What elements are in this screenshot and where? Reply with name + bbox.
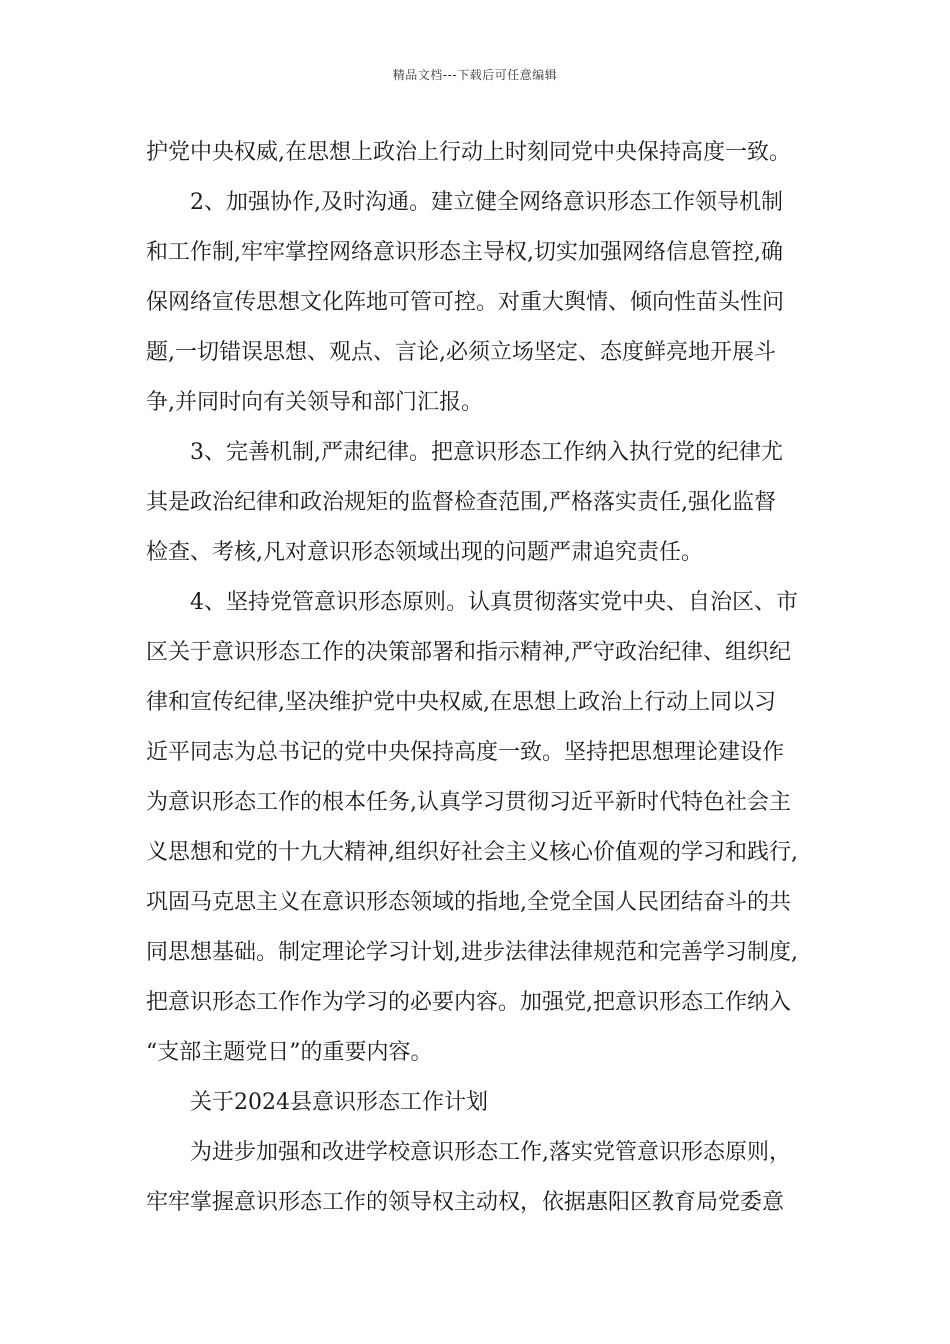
text-line: 检查、考核,凡对意识形态领域出现的问题严肃追究责任。 — [146, 540, 703, 565]
text-line: 巩固马克思主义在意识形态领域的指地,全党全国人民团结奋斗的共 — [146, 890, 791, 915]
text-line: 把意识形态工作作为学习的必要内容。加强党,把意识形态工作纳入 — [146, 990, 791, 1015]
text-line: 区关于意识形态工作的决策部署和指示精神,严守政治纪律、组织纪 — [146, 640, 791, 665]
text-line: 近平同志为总书记的党中央保持高度一致。坚持把思想理论建设作 — [146, 740, 785, 765]
text-line: “支部主题党日”的重要内容。 — [146, 1040, 433, 1065]
text-line: 为进步加强和改进学校意识形态工作,落实党管意识形态原则， — [190, 1140, 791, 1165]
text-line: 律和宣传纪律,坚决维护党中央权威,在思想上政治上行动上同以习 — [146, 690, 776, 715]
text-line: 和工作制,牢牢掌控网络意识形态主导权,切实加强网络信息管控,确 — [146, 240, 783, 265]
text-line: 3、完善机制,严肃纪律。把意识形态工作纳入执行党的纪律尤 — [190, 440, 783, 465]
text-line: 护党中央权威,在思想上政治上行动上时刻同党中央保持高度一致。 — [146, 140, 791, 165]
text-line: 义思想和党的十九大精神,组织好社会主义核心价值观的学习和践行, — [146, 840, 798, 865]
text-line: 2、加强协作,及时沟通。建立健全网络意识形态工作领导机制 — [190, 190, 783, 215]
text-line: 保网络宣传思想文化阵地可管可控。对重大舆情、倾向性苗头性问 — [146, 290, 785, 315]
text-line: 题,一切错误思想、观点、言论,必须立场坚定、态度鲜亮地开展斗 — [146, 340, 776, 365]
text-line: 同思想基础。制定理论学习计划,进步法律法律规范和完善学习制度, — [146, 940, 798, 965]
text-line: 其是政治纪律和政治规矩的监督检查范围,严格落实责任,强化监督 — [146, 490, 776, 515]
section-title: 关于2024县意识形态工作计划 — [190, 1090, 488, 1115]
text-line: 争,并同时向有关领导和部门汇报。 — [146, 390, 483, 415]
text-line: 牢牢掌握意识形态工作的领导权主动权，依据惠阳区教育局党委意 — [146, 1190, 785, 1215]
page-header: 精品文档---下载后可任意编辑 — [392, 68, 558, 82]
text-line: 4、坚持党管意识形态原则。认真贯彻落实党中央、自治区、市 — [190, 590, 798, 615]
text-line: 为意识形态工作的根本任务,认真学习贯彻习近平新时代特色社会主 — [146, 790, 791, 815]
document-body — [146, 128, 816, 1228]
